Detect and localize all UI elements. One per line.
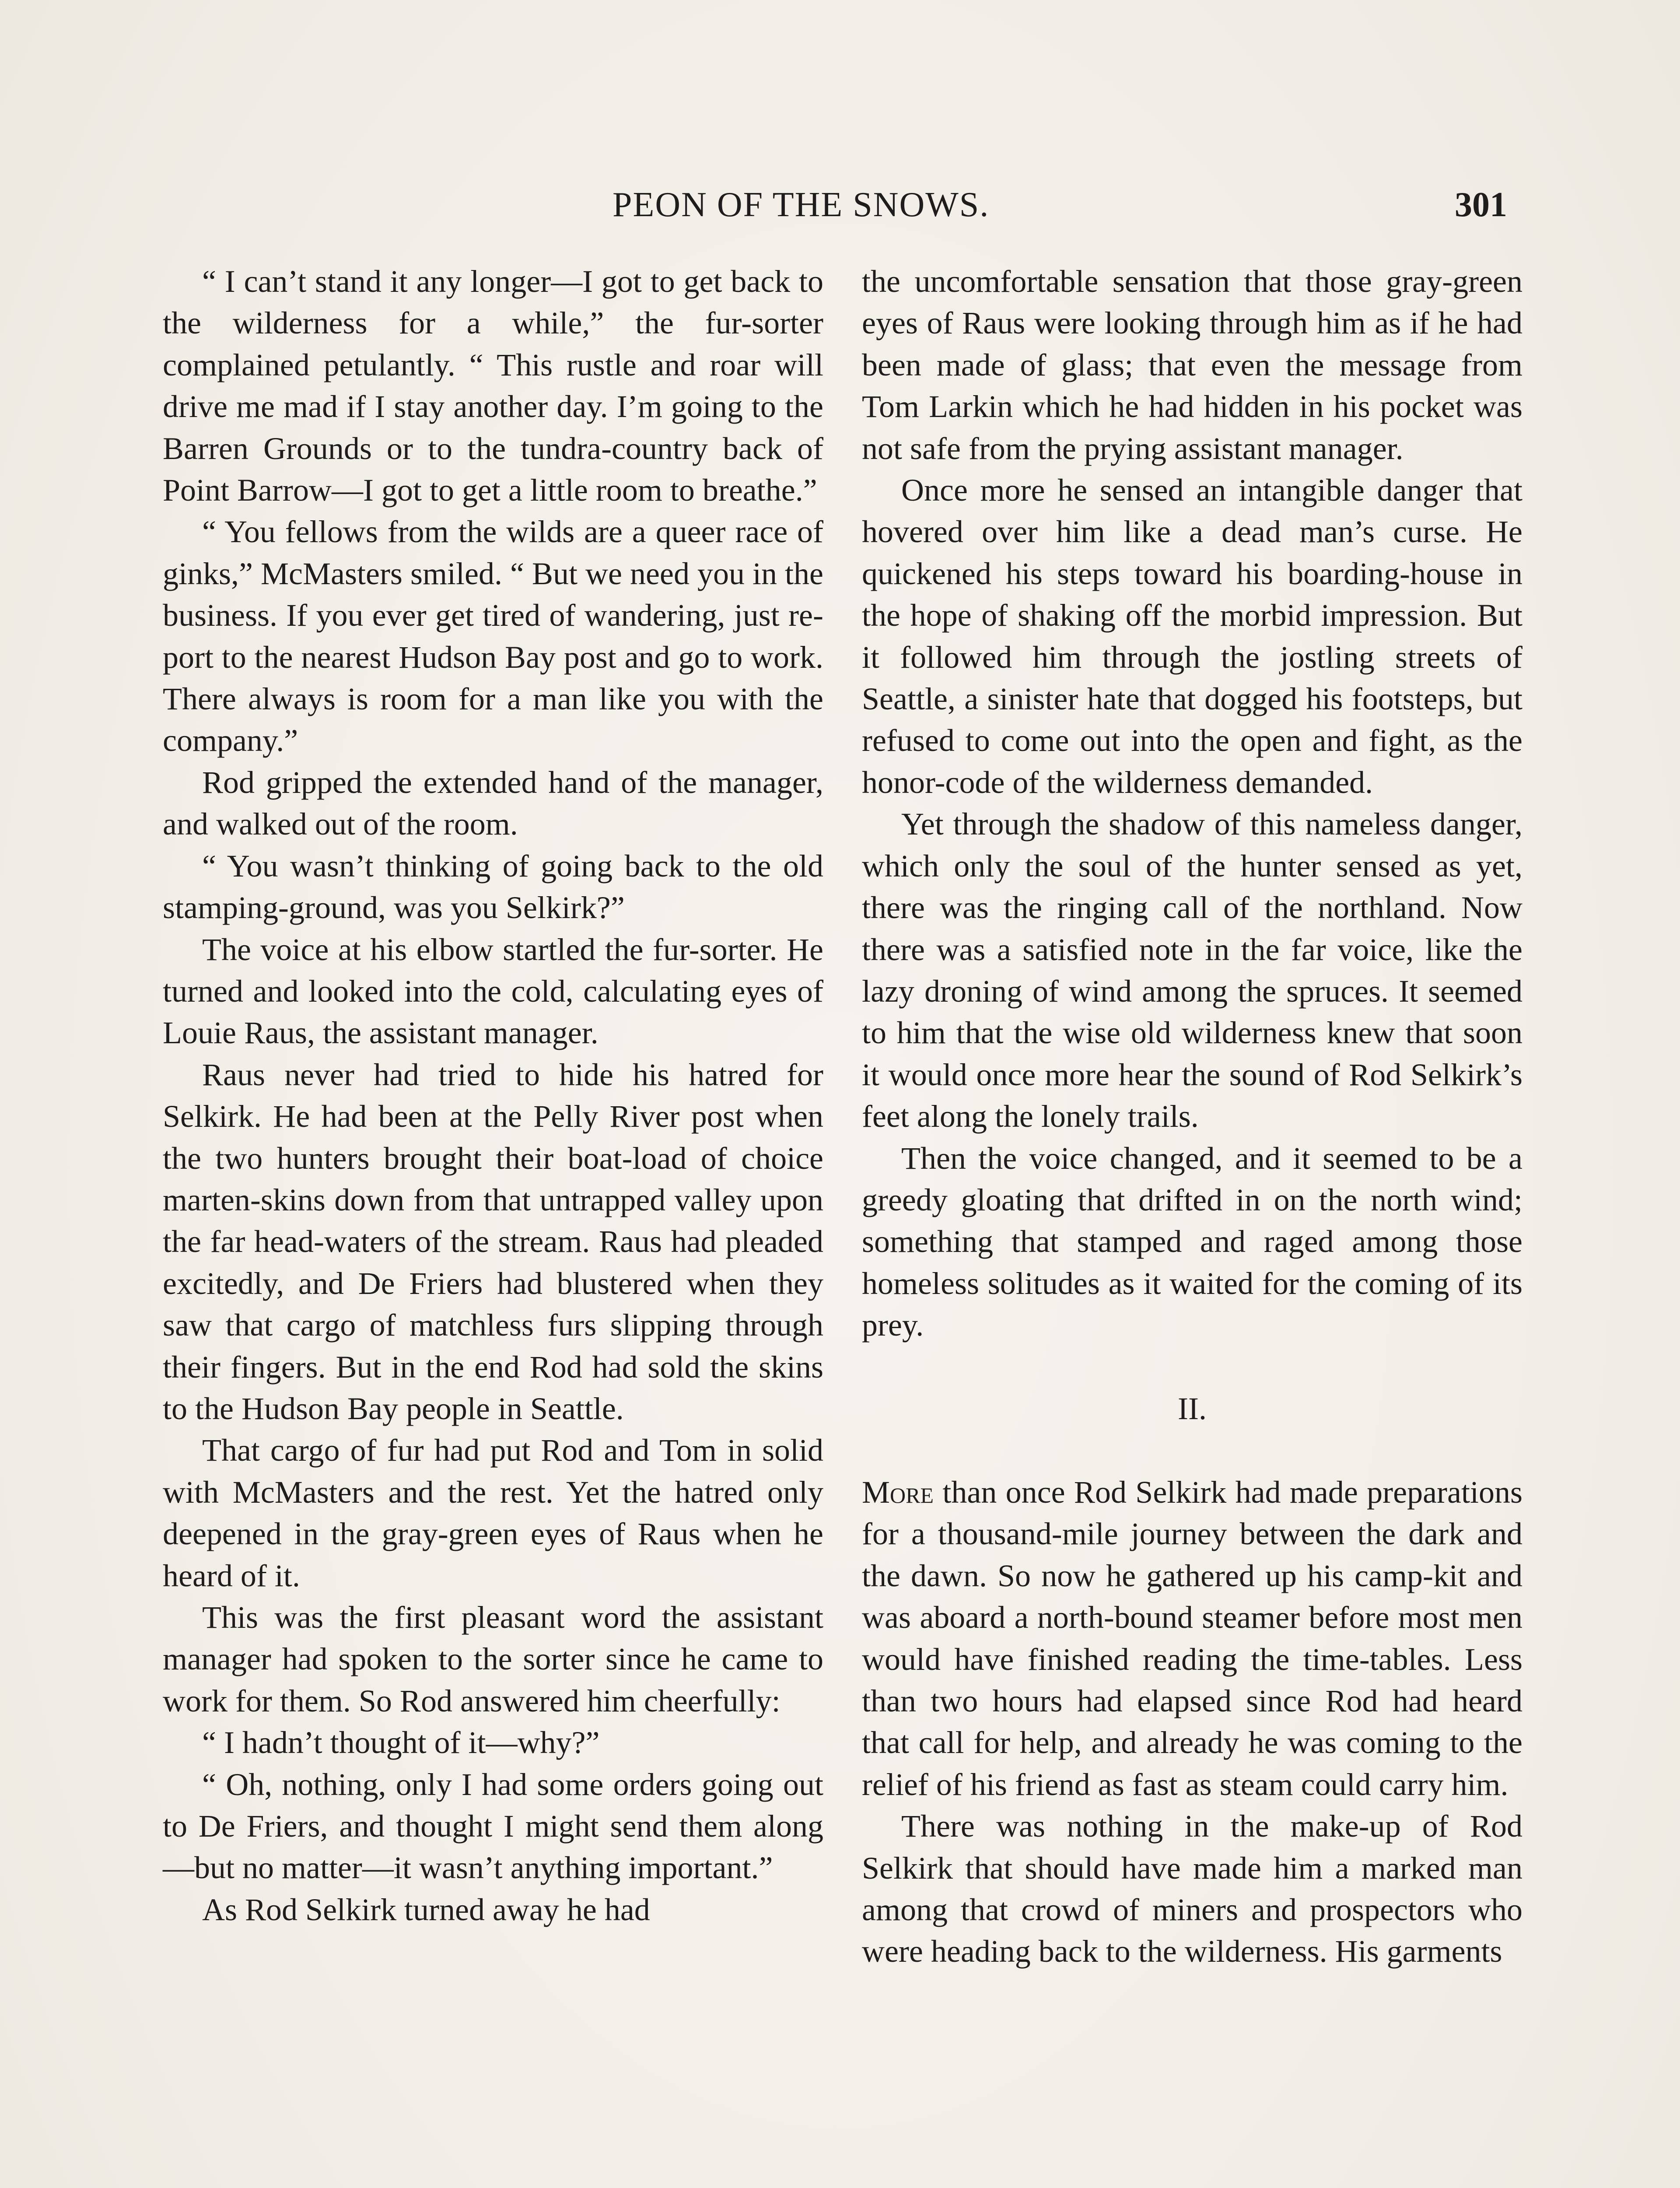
paragraph: “ You wasn’t thinking of going back to the old stamping-ground, was you Selkirk?”	[163, 848, 823, 926]
running-title: PEON OF THE SNOWS.	[612, 186, 990, 224]
lead-word: More	[862, 1474, 934, 1510]
paragraph: Then the voice changed, and it seemed to be a greedy gloating that drifted in on the north wind; something that stamped and raged among those homeless solitudes as it waited for the coming of its prey.	[862, 1140, 1522, 1343]
paragraph: “ I hadn’t thought of it—why?”	[202, 1725, 600, 1760]
paragraph: “ Oh, nothing, only I had some orders going out to De Friers, and thought I might send them along—but no matter—it wasn’t anything important.”	[163, 1767, 823, 1886]
paragraph: “ I can’t stand it any longer—I got to get back to the wilderness for a while,” the fur-sorter complained petulantly. “ This rustle and roar will drive me mad if I stay another day. I’m going to the Barren Grounds or to the tundra-country back of Point Barrow—I got to get a little room to breathe.”	[163, 264, 823, 508]
paragraph-continued: the uncomfortable sensation that those gray-green eyes of Raus were looking through him as if he had been made of glass; that even the message from Tom Larkin which he had hidden in his pocket was not safe from the prying assistant manager.	[862, 264, 1522, 466]
paragraph: Once more he sensed an intangible danger that hovered over him like a dead man’s curse. He quickened his steps toward his boarding-house in the hope of shaking off the morbid impression. But it followed him through the jostling streets of Seattle, a sinister hate that dogged his footsteps, but refused to come out into the open and fight, as the honor-code of the wilderness demanded.	[862, 473, 1522, 800]
left-column	[163, 261, 823, 1931]
paragraph: Raus never had tried to hide his hatred for Selkirk. He had been at the Pelly River post when the two hunters brought their boat-load of choice marten-skins down from that untrapped valley upon the far head-waters of the stream. Raus had pleaded excitedly, and De Friers had blustered when they saw that cargo of matchless furs slipping through their fingers. But in the end Rod had sold the skins to the Hudson Bay people in Seattle.	[163, 1057, 823, 1426]
paragraph: This was the first pleasant word the assistant manager had spoken to the sorter since he came to work for them. So Rod answered him cheerfully:	[163, 1600, 823, 1718]
paragraph: Yet through the shadow of this nameless danger, which only the soul of the hunter sensed as yet, there was the ringing call of the northland. Now there was a satisfied note in the far voice, like the lazy droning of wind among the spruces. It seemed to him that the wise old wilderness knew that soon it would once more hear the sound of Rod Selkirk’s feet along the lonely trails.	[862, 806, 1522, 1134]
paragraph: Rod gripped the extended hand of the manager, and walked out of the room.	[163, 764, 823, 842]
right-column	[862, 261, 1522, 1973]
paragraph-text: than once Rod Selkirk had made preparations for a thousand-mile journey between the dark and the dawn. So now he gathered up his camp-kit and was aboard a north-bound steamer before most men would have finished reading the time-tables. Less than two hours had elapsed since Rod had heard that call for help, and already he was coming to the relief of his friend as fast as steam could carry him.	[862, 1474, 1522, 1802]
paragraph: There was nothing in the make-up of Rod Selkirk that should have made him a marked man among that crowd of miners and prospectors who were heading back to the wilderness. His garments	[862, 1809, 1522, 1969]
paragraph: “ You fellows from the wilds are a queer race of ginks,” McMasters smiled. “ But we need you in the business. If you ever get tired of wandering, just report to the nearest Hudson Bay post and go to work. There always is room for a man like you with the company.”	[163, 514, 823, 758]
paragraph: That cargo of fur had put Rod and Tom in solid with McMasters and the rest. Yet the hatred only deepened in the gray-green eyes of Raus when he heard of it.	[163, 1433, 823, 1593]
section-first-paragraph	[862, 1472, 1522, 1806]
section-heading: II.	[1178, 1391, 1207, 1426]
paragraph: The voice at his elbow startled the fur-sorter. He turned and looked into the cold, calculating eyes of Louie Raus, the assistant manager.	[163, 932, 823, 1051]
paragraph: As Rod Selkirk turned away he had	[202, 1892, 650, 1927]
page-number: 301	[1455, 186, 1507, 224]
